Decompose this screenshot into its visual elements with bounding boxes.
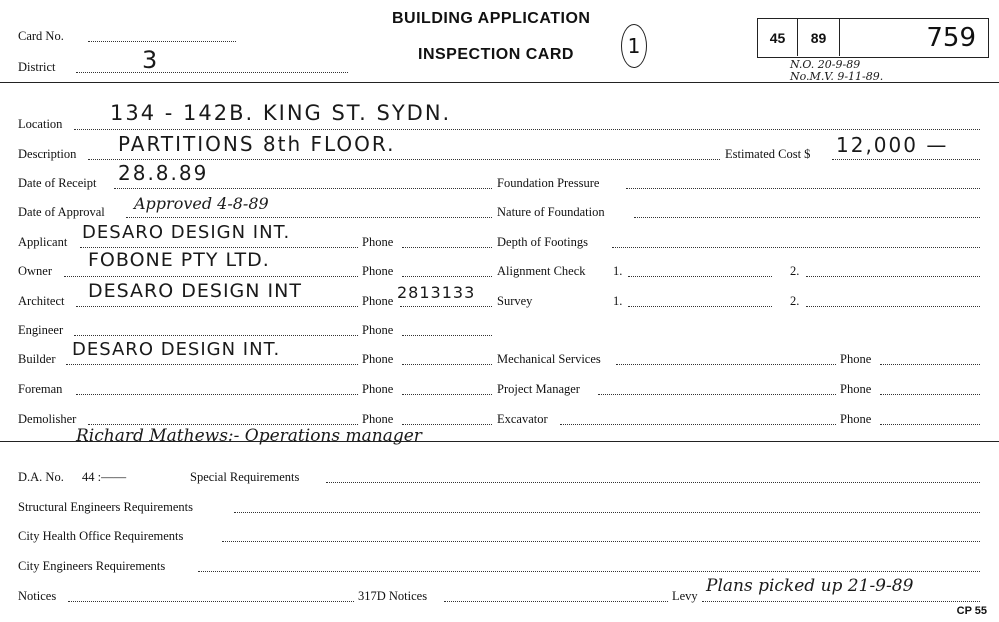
approval-value: Approved 4-8-89 — [134, 194, 269, 213]
da-number-label: D.A. No. — [18, 470, 64, 484]
owner-phone-line — [402, 276, 492, 277]
receipt-label: Date of Receipt — [18, 176, 97, 190]
architect-line — [76, 306, 358, 307]
project-manager-line — [598, 394, 836, 395]
city-engineers-label: City Engineers Requirements — [18, 559, 166, 573]
engineer-phone-label: Phone — [362, 323, 394, 337]
foreman-phone-label: Phone — [362, 382, 394, 396]
mechanical-services-line — [616, 364, 836, 365]
notices-label: Notices — [18, 589, 57, 603]
card-number-box — [757, 18, 989, 58]
da-number-value: 44 :—— — [82, 470, 127, 484]
special-requirements-label: Special Requirements — [190, 470, 300, 484]
alignment-line-1 — [628, 276, 772, 277]
contact-note: Richard Mathews:- Operations manager — [76, 426, 422, 446]
levy-label: Levy — [672, 589, 698, 603]
form-code: CP 55 — [956, 605, 987, 617]
architect-phone-line — [400, 306, 492, 307]
owner-label: Owner — [18, 264, 53, 278]
project-manager-phone-line — [880, 394, 980, 395]
alignment-item-1: 1. — [613, 264, 623, 278]
header-note-1: N.O. 20-9-89 — [790, 58, 861, 71]
architect-phone-label: Phone — [362, 294, 394, 308]
notices-line — [68, 601, 354, 602]
builder-label: Builder — [18, 352, 56, 366]
title-line2: INSPECTION CARD — [418, 46, 574, 63]
architect-label: Architect — [18, 294, 65, 308]
alignment-check-label: Alignment Check — [497, 264, 586, 278]
builder-value: DESARO DESIGN INT. — [72, 339, 281, 360]
owner-phone-label: Phone — [362, 264, 394, 278]
applicant-phone-line — [402, 247, 492, 248]
applicant-value: DESARO DESIGN INT. — [82, 222, 291, 243]
card-no-label: Card No. — [18, 29, 64, 43]
foundation-pressure-line — [626, 188, 980, 189]
survey-label: Survey — [497, 294, 533, 308]
levy-note: Plans picked up 21-9-89 — [706, 576, 914, 596]
approval-label: Date of Approval — [18, 205, 105, 219]
applicant-line — [80, 247, 358, 248]
foreman-phone-line — [402, 394, 492, 395]
description-line — [88, 159, 720, 160]
estimated-cost-value: 12,000 — — [836, 133, 949, 157]
header-divider — [0, 82, 999, 83]
depth-footings-label: Depth of Footings — [497, 235, 588, 249]
nature-foundation-line — [634, 217, 980, 218]
notices-317d-label: 317D Notices — [358, 589, 428, 603]
builder-phone-label: Phone — [362, 352, 394, 366]
demolisher-phone-line — [402, 424, 492, 425]
mechanical-services-label: Mechanical Services — [497, 352, 601, 366]
estimated-cost-line — [832, 159, 980, 160]
structural-engineers-label: Structural Engineers Requirements — [18, 500, 193, 514]
foreman-line — [76, 394, 358, 395]
excavator-label: Excavator — [497, 412, 548, 426]
receipt-value: 28.8.89 — [118, 161, 209, 185]
card-no-line — [88, 41, 236, 42]
district-label: District — [18, 60, 56, 74]
applicant-label: Applicant — [18, 235, 68, 249]
excavator-line — [560, 424, 836, 425]
project-manager-label: Project Manager — [497, 382, 580, 396]
architect-value: DESARO DESIGN INT — [88, 280, 302, 302]
excavator-phone-label: Phone — [840, 412, 872, 426]
district-value: 3 — [142, 46, 160, 74]
survey-line-2 — [806, 306, 980, 307]
estimated-cost-label: Estimated Cost $ — [725, 147, 811, 161]
receipt-line — [114, 188, 492, 189]
location-line — [74, 129, 980, 130]
box-number-1: 45 — [758, 19, 798, 56]
special-requirements-line — [326, 482, 980, 483]
levy-line — [702, 601, 980, 602]
nature-foundation-label: Nature of Foundation — [497, 205, 605, 219]
mechanical-phone-label: Phone — [840, 352, 872, 366]
alignment-item-2: 2. — [790, 264, 800, 278]
engineer-phone-line — [402, 335, 492, 336]
foreman-label: Foreman — [18, 382, 63, 396]
mechanical-phone-line — [880, 364, 980, 365]
engineer-line — [74, 335, 358, 336]
excavator-phone-line — [880, 424, 980, 425]
title-line1: BUILDING APPLICATION — [392, 10, 591, 27]
owner-value: FOBONE PTY LTD. — [88, 249, 270, 271]
approval-line — [126, 217, 492, 218]
box-number-2: 89 — [798, 19, 840, 56]
engineer-label: Engineer — [18, 323, 64, 337]
project-manager-phone-label: Phone — [840, 382, 872, 396]
survey-line-1 — [628, 306, 772, 307]
depth-footings-line — [612, 247, 980, 248]
foundation-pressure-label: Foundation Pressure — [497, 176, 600, 190]
circled-number: 1 — [621, 24, 647, 68]
demolisher-line — [88, 424, 358, 425]
architect-phone-value: 2813133 — [397, 283, 476, 302]
alignment-line-2 — [806, 276, 980, 277]
location-value: 134 - 142B. KING ST. SYDN. — [110, 101, 452, 125]
owner-line — [64, 276, 358, 277]
city-engineers-line — [198, 571, 980, 572]
city-health-line — [222, 541, 980, 542]
header-note-2: No.M.V. 9-11-89. — [790, 70, 884, 83]
survey-item-2: 2. — [790, 294, 800, 308]
district-line — [76, 72, 348, 73]
structural-engineers-line — [234, 512, 980, 513]
applicant-phone-label: Phone — [362, 235, 394, 249]
notices-317d-line — [444, 601, 668, 602]
builder-phone-line — [402, 364, 492, 365]
location-label: Location — [18, 117, 63, 131]
city-health-label: City Health Office Requirements — [18, 529, 184, 543]
description-label: Description — [18, 147, 77, 161]
description-value: PARTITIONS 8th FLOOR. — [118, 132, 396, 156]
demolisher-label: Demolisher — [18, 412, 77, 426]
card-serial-number: 759 — [926, 22, 976, 53]
survey-item-1: 1. — [613, 294, 623, 308]
builder-line — [66, 364, 358, 365]
demolisher-phone-label: Phone — [362, 412, 394, 426]
